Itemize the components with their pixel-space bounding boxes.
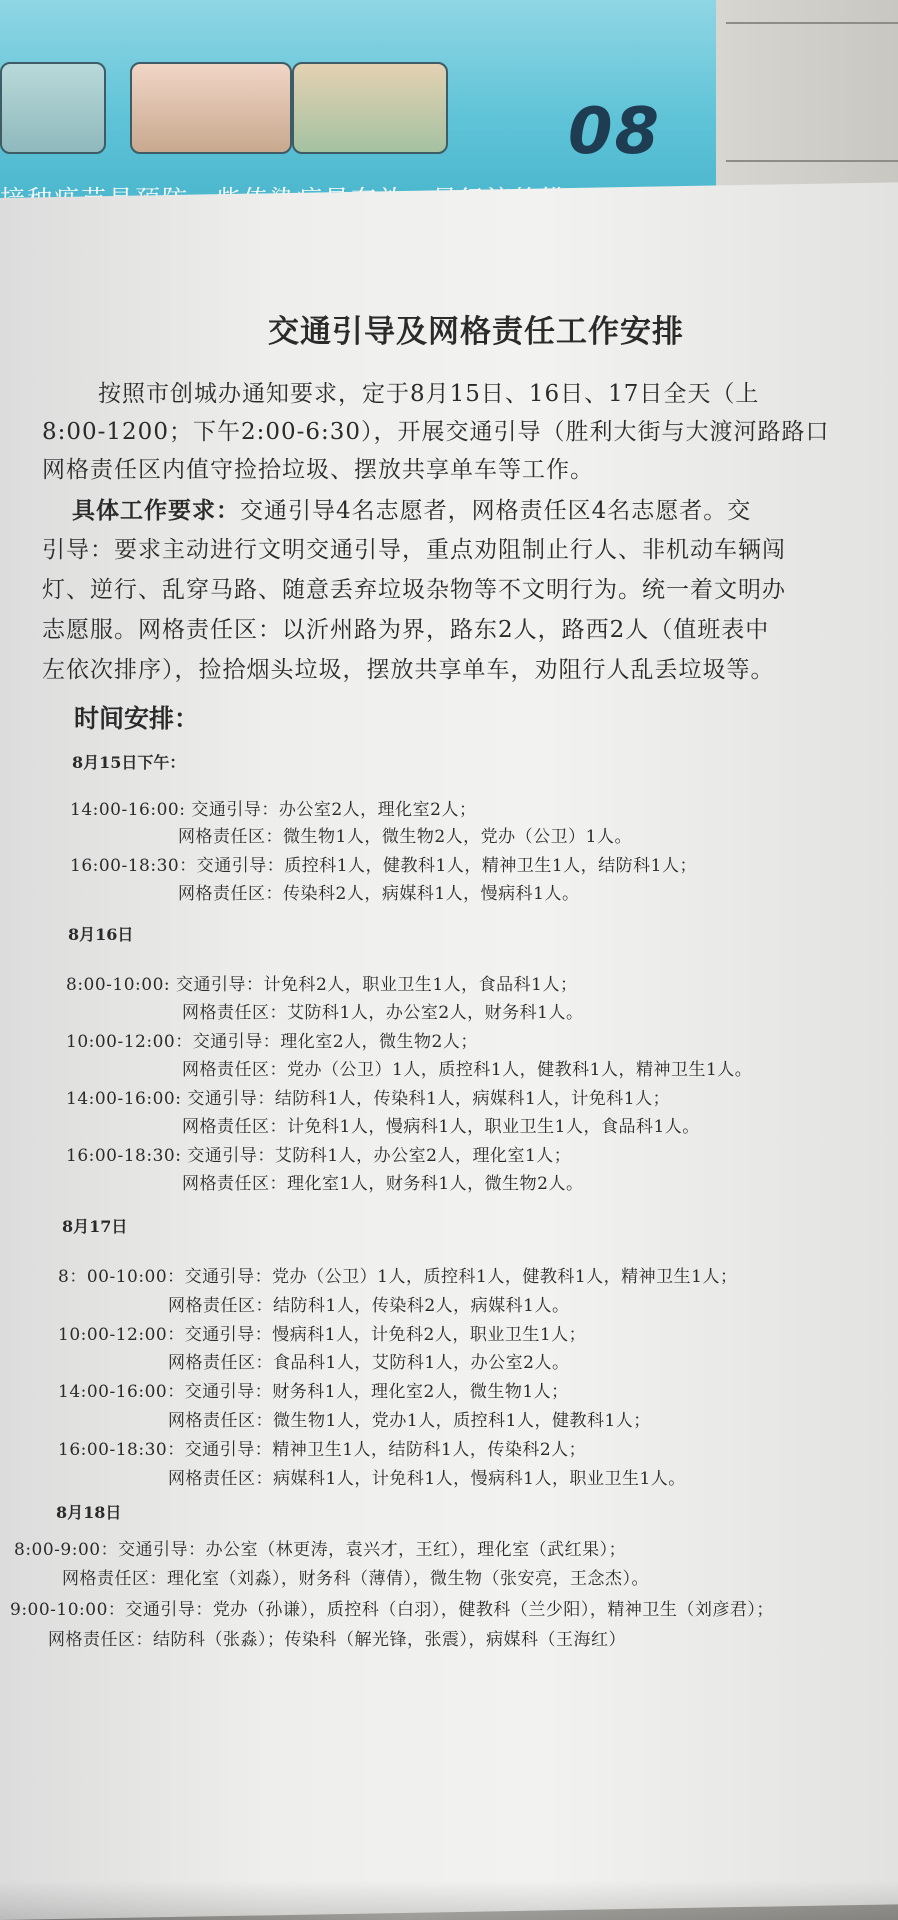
divider [726,160,898,162]
document-content [0,198,898,1920]
schedule-line: 网格责任区：党办（公卫）1人，质控科1人，健教科1人，精神卫生1人。 [182,1060,753,1080]
schedule-line: 网格责任区：艾防科1人，办公室2人，财务科1人。 [182,1003,584,1023]
schedule-line: 14:00-16:00: 交通引导：结防科1人，传染科1人，病媒科1人，计免科1人； [66,1089,671,1109]
schedule-line: 16:00-18:30：交通引导：质控科1人，健教科1人，精神卫生1人，结防科1人； [70,856,697,876]
schedule-line: 8:00-10:00: 交通引导：计免科2人，职业卫生1人，食品科1人； [66,975,578,995]
shadow [0,1880,898,1920]
schedule-heading: 时间安排： [74,704,200,733]
schedule-line: 网格责任区：计免科1人，慢病科1人，职业卫生1人，食品科1人。 [182,1117,700,1137]
illustration-panel [0,62,106,154]
day-heading: 8月17日 [62,1217,128,1236]
schedule-line: 10:00-12:00：交通引导：理化室2人，微生物2人； [66,1032,478,1052]
day-heading: 8月18日 [56,1503,122,1522]
intro-line: 按照市创城办通知要求，定于8月15日、16日、17日全天（上 [98,381,760,407]
schedule-line: 网格责任区：结防科1人，传染科2人，病媒科1人。 [168,1296,570,1316]
requirements-line: 左依次排序），捡拾烟头垃圾，摆放共享单车，劝阻行人乱丢垃圾等。 [42,657,775,683]
pamphlet-page-number: 08 [568,95,662,169]
intro-line: 网格责任区内值守捡拾垃圾、摆放共享单车等工作。 [42,457,594,483]
requirements-label: 具体工作要求： [72,497,240,524]
requirements-line: 志愿服。网格责任区：以沂州路为界，路东2人，路西2人（值班表中 [42,617,770,643]
schedule-line: 网格责任区：传染科2人，病媒科1人，慢病科1人。 [178,884,580,904]
intro-line: 8:00-1200；下午2:00-6:30），开展交通引导（胜利大街与大渡河路路口 [42,419,830,445]
divider [726,22,898,24]
schedule-line: 14:00-16:00：交通引导：财务科1人，理化室2人，微生物1人； [58,1382,569,1402]
schedule-line: 网格责任区：理化室（刘淼），财务科（薄倩），微生物（张安亮，王念杰）。 [62,1569,649,1589]
schedule-line: 网格责任区：理化室1人，财务科1人，微生物2人。 [182,1174,584,1194]
schedule-line: 10:00-12:00：交通引导：慢病科1人，计免科2人，职业卫生1人； [58,1325,587,1345]
schedule-line: 网格责任区：微生物1人，微生物2人，党办（公卫）1人。 [178,827,632,847]
illustration-panel [292,62,448,154]
schedule-line: 14:00-16:00: 交通引导：办公室2人，理化室2人； [70,800,477,820]
schedule-line: 8：00-10:00：交通引导：党办（公卫）1人，质控科1人，健教科1人，精神卫生1人； [58,1267,738,1287]
schedule-line: 16:00-18:30: 交通引导：艾防科1人，办公室2人，理化室1人； [66,1146,572,1166]
schedule-line: 16:00-18:30：交通引导：精神卫生1人，结防科1人，传染科2人； [58,1440,587,1460]
schedule-line: 网格责任区：结防科（张淼）；传染科（解光锋，张震），病媒科（王海红） [48,1630,626,1650]
requirements-line: 引导：要求主动进行文明交通引导，重点劝阻制止行人、非机动车辆闯 [42,537,786,563]
schedule-line: 8:00-9:00：交通引导：办公室（林更涛，袁兴才，王红），理化室（武红果）； [14,1540,627,1560]
requirements-line [72,499,751,523]
day-heading: 8月16日 [68,925,134,944]
schedule-line: 9:00-10:00：交通引导：党办（孙谦），质控科（白羽），健教科（兰少阳），精神卫生（刘彦君）； [10,1600,774,1620]
schedule-line: 网格责任区：病媒科1人，计免科1人，慢病科1人，职业卫生1人。 [168,1469,686,1489]
requirements-line: 灯、逆行、乱穿马路、随意丢弃垃圾杂物等不文明行为。统一着文明办 [42,577,786,603]
day-heading: 8月15日下午： [72,753,186,772]
requirements-text: 交通引导4名志愿者，网格责任区4名志愿者。交 [240,498,752,524]
schedule-line: 网格责任区：食品科1人，艾防科1人，办公室2人。 [168,1353,570,1373]
document-title: 交通引导及网格责任工作安排 [268,314,684,350]
schedule-line: 网格责任区：微生物1人，党办1人，质控科1人，健教科1人； [168,1411,651,1431]
illustration-panel [130,62,292,154]
